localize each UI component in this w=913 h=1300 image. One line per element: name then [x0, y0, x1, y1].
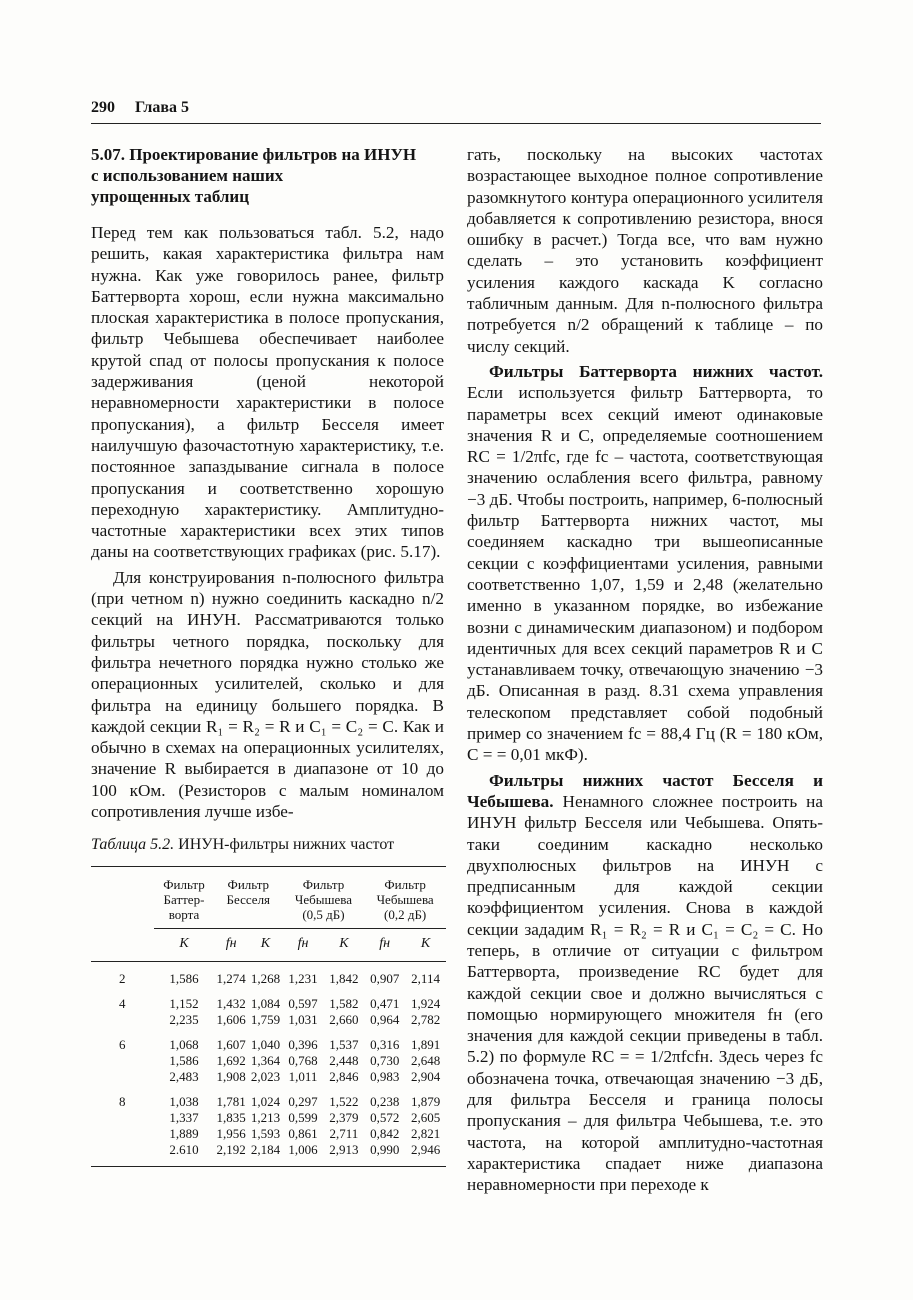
paragraph: Перед тем как пользоваться табл. 5.2, надо решить, какая характеристика фильтра нам нужна. Как уже говорилось ранее, фильтр Баттерворта хорош, если нужна максимально плоская характеристика в полосе пропускания, фильтр Чебышева обеспечивает наиболее крутой спад от полосы пропускания к полосе задерживания (ценой некоторой неравномерности характеристики в полосе пропускания), а фильтр Бесселя имеет наилучшую фазочастотную характеристику, т.е. постоянное запаздывание сигнала в полосе пропускания и соответственно хорошую переходную характеристику. Амплитудно-частотные характеристики всех этих типов даны на соответствующих графиках (рис. 5.17). [91, 223, 444, 562]
table-cell: 0,316 [370, 1037, 400, 1053]
table-cell: 2,946 [410, 1142, 441, 1158]
table-cell: 2,379 [329, 1110, 359, 1126]
table-subheader: fн [364, 929, 405, 962]
table-cell-order [91, 1126, 154, 1142]
table-caption-text: ИНУН-фильтры нижних частот [178, 836, 395, 854]
table-cell: 2,184 [250, 1142, 281, 1158]
table-cell: 1,031 [288, 1012, 318, 1028]
table-body [91, 962, 446, 1167]
table-cell: 1,593 [250, 1126, 281, 1142]
table-subheader: K [248, 929, 282, 962]
table-subheader-corner [91, 929, 154, 962]
table-cell: 2.610 [169, 1142, 199, 1158]
table-cell: 1,606 [216, 1012, 246, 1028]
section-title-line: с использованием наших [91, 166, 284, 185]
paragraph [467, 770, 823, 1196]
table-row [91, 1028, 446, 1053]
page-number: 290 [91, 99, 115, 116]
table-cell: 2,114 [411, 971, 440, 987]
table-cell: 1,537 [329, 1037, 359, 1053]
table-cell: 1,908 [216, 1069, 246, 1085]
paragraph-text: Если используется фильтр Баттерворта, то параметры всех секций имеют одинаковые значения R и C, определяемые соотношением RC = 1/2πfc, где fc – частота, соответствующая значению ослабления всего фильтра, равному −3 дБ. Чтобы построить, например, 6-полюсный фильтр Баттерворта нижних частот, мы соединяем каскадно три вышеописанные секции с коэффициентами усиления, равными соответственно 1,07, 1,59 и 2,48 (желательно именно в указанном порядке, во избежание возни с динамическим диапазоном) и подбором идентичных для всех секций параметров R и C устанавливаем точку, отвечающую значению −3 дБ. Описанная в разд. 8.31 схема управления телескопом представляет собой подобный пример со значением fc = 88,4 Гц (R = 180 кОм, C = = 0,01 мкФ). [467, 383, 823, 765]
table-cell: 1,522 [329, 1094, 359, 1110]
table-cell: 1,889 [169, 1126, 199, 1142]
table-cell-order: 2 [119, 971, 126, 987]
table-cell: 1,040 [250, 1037, 281, 1053]
table-subheader: fн [214, 929, 248, 962]
paragraph-text: гать, поскольку на высоких частотах возрастающее выходное полное сопротивление разомкнутого контура операционного усилителя добавляется к сопротивлению резистора, внося ошибку в расчет.) Тогда все, что вам нужно сделать – это установить коэффициент усиления каждого каскада K согласно табличным данным. Для n-полюсного фильтра потребуется n/2 обращений к таблице – по числу секций. [467, 145, 823, 356]
table-header: Фильтр Баттер-ворта [163, 877, 205, 923]
chapter-title: Глава 5 [135, 99, 189, 116]
table-cell: 1,274 [216, 971, 246, 987]
table-cell: 1,891 [410, 1037, 441, 1053]
table-cell: 1,759 [250, 1012, 281, 1028]
paragraph: Для конструирования n-полюсного фильтра (при четном n) нужно соединить каскадно n/2 секций на ИНУН. Рассматриваются только фильтры четного порядка, поскольку для фильтра нечетного порядка нужно столько же операционных усилителей, сколько и для фильтра на единицу большего порядка. В каждой секции R₁ = R₂ = R и C₁ = C₂ = C. Как и обычно в схемах на операционных усилителях, значение R выбирается в диапазоне от 10 до 100 кОм. (Резисторов с малым номиналом сопротивления лучше избе- [91, 567, 444, 822]
table-caption [91, 836, 444, 854]
table-cell: 1,024 [250, 1094, 281, 1110]
table-cell: 1,068 [169, 1037, 199, 1053]
table-cell-order: 4 [119, 996, 126, 1012]
table-cell: 1,268 [250, 971, 281, 987]
table-cell: 1,781 [216, 1094, 246, 1110]
table-cell: 1,835 [216, 1110, 246, 1126]
paragraph [467, 144, 823, 357]
table-cell: 1,006 [288, 1142, 318, 1158]
table-header-corner [91, 867, 154, 929]
table-cell: 1,011 [288, 1069, 318, 1085]
table-cell: 2,648 [410, 1053, 441, 1069]
table-cell: 1,607 [216, 1037, 246, 1053]
table-cell: 2,235 [169, 1012, 199, 1028]
table-caption-label: Таблица 5.2. [91, 836, 175, 854]
table-cell: 0,572 [370, 1110, 400, 1126]
table-cell: 0,396 [288, 1037, 318, 1053]
table-header: Фильтр Чебышева (0,2 дБ) [376, 877, 434, 923]
table-cell: 2,913 [329, 1142, 359, 1158]
table-cell: 1,924 [410, 996, 441, 1012]
table-cell: 2,605 [410, 1110, 441, 1126]
section-title-line: упрощенных таблиц [91, 187, 250, 206]
table-cell-order [91, 1142, 154, 1167]
section-title [91, 144, 444, 207]
table-cell: 1,586 [169, 971, 199, 987]
table-cell: 2,483 [169, 1069, 199, 1085]
table-row [91, 1142, 446, 1167]
table-cell: 1,842 [329, 971, 359, 987]
table-cell: 0,768 [288, 1053, 318, 1069]
table-cell: 0,730 [370, 1053, 400, 1069]
paragraph-lead: Фильтры нижних частот Бесселя и Чебышева. [467, 770, 823, 811]
paragraph [467, 361, 823, 766]
table-cell: 0,964 [370, 1012, 400, 1028]
table-row [91, 1110, 446, 1126]
table-cell-order [91, 1012, 154, 1028]
table-cell: 1,692 [216, 1053, 246, 1069]
page-header [91, 99, 821, 124]
table-row [91, 1126, 446, 1142]
table-cell: 2,821 [410, 1126, 441, 1142]
table-cell: 0,471 [370, 996, 400, 1012]
table-cell: 2,023 [250, 1069, 281, 1085]
table-cell: 1,084 [250, 996, 281, 1012]
table-cell: 2,448 [329, 1053, 359, 1069]
table-cell-order: 8 [119, 1094, 126, 1110]
table-row [91, 1069, 446, 1085]
table-cell: 0,599 [288, 1110, 318, 1126]
table-row [91, 1085, 446, 1110]
table-cell: 1,582 [329, 996, 359, 1012]
table-cell: 2,711 [329, 1126, 359, 1142]
table-header: Фильтр Бесселя [226, 877, 271, 908]
table-cell: 1,586 [169, 1053, 199, 1069]
paragraph-lead: Фильтры Баттерворта нижних частот. [489, 361, 823, 381]
table-cell: 0,842 [370, 1126, 400, 1142]
table-cell: 1,432 [216, 996, 246, 1012]
table-cell: 0,861 [288, 1126, 318, 1142]
table-subheader: K [323, 929, 364, 962]
table-cell: 0,297 [288, 1094, 318, 1110]
table-cell-order [91, 1110, 154, 1126]
table-cell: 2,782 [410, 1012, 441, 1028]
table-cell: 2,660 [329, 1012, 359, 1028]
table-row [91, 987, 446, 1012]
table-row [91, 1012, 446, 1028]
table-cell: 1,337 [169, 1110, 199, 1126]
table-cell: 2,904 [410, 1069, 441, 1085]
table-cell: 1,152 [169, 996, 199, 1012]
table-cell-order [91, 1053, 154, 1069]
table-cell-order: 6 [119, 1037, 126, 1053]
right-column [467, 144, 823, 1196]
table-subheader: K [154, 929, 214, 962]
table-subheader: fн [283, 929, 324, 962]
table-header: Фильтр Чебышева (0,5 дБ) [294, 877, 352, 923]
table-row [91, 1053, 446, 1069]
table-cell: 2,192 [216, 1142, 246, 1158]
table-cell: 0,238 [370, 1094, 400, 1110]
table-cell: 0,983 [370, 1069, 400, 1085]
paragraph-text: Ненамного сложнее построить на ИНУН фильтр Бесселя или Чебышева. Опять-таки соединим каскадно несколько двухполюсных фильтров на ИНУН с предписанным для каждой секции коэффициентом усиления. Снова в каждой секции зададим R₁ = R₂ = R и C₁ = C₂ = C. Но теперь, в отличие от ситуации с фильтром Баттерворта, произведение RC будет для каждой секции свое и должно вычисляться с помощью нормирующего множителя fн (его значения для каждой секции приведены в табл. 5.2) по формуле RC = = 1/2πfcfн. Здесь через fc обозначена точка, отвечающая значению −3 дБ, для фильтра Бесселя и граница полосы пропускания – для фильтра Чебышева, т.е. это частота, на которой амплитудно-частотная характеристика спадает ниже диапазона неравномерности при переходе к [467, 791, 823, 1195]
table-cell: 1,956 [216, 1126, 246, 1142]
table-row [91, 962, 446, 988]
table-cell: 0,990 [370, 1142, 400, 1158]
left-column [91, 144, 444, 1167]
table-cell: 1,231 [288, 971, 318, 987]
table-cell: 1,038 [169, 1094, 199, 1110]
table-cell: 2,846 [329, 1069, 359, 1085]
section-title-line: 5.07. Проектирование фильтров на ИНУН [91, 145, 417, 164]
table-cell-order [91, 1069, 154, 1085]
table-cell: 0,907 [370, 971, 400, 987]
table-cell: 1,879 [410, 1094, 441, 1110]
table-subheader: K [405, 929, 446, 962]
table-cell: 1,364 [250, 1053, 281, 1069]
table-cell: 0,597 [288, 996, 318, 1012]
table-cell: 1,213 [250, 1110, 281, 1126]
filter-table [91, 866, 446, 1167]
